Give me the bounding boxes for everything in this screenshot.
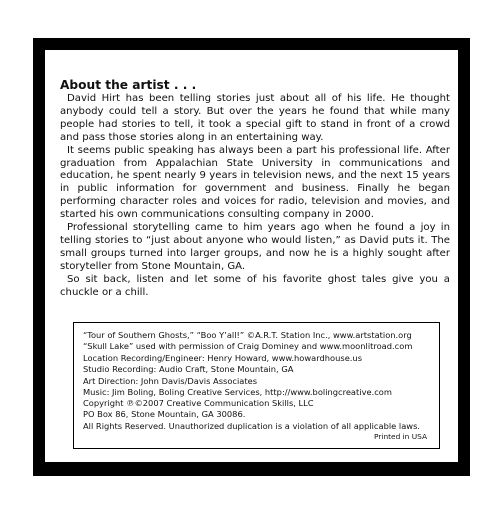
about-paragraph: It seems public speaking has always been a part his professional life. After graduation from Appalachian State University in communications and education, he spent nearly 9 years in television news, and the next 15 years in public information for government and business. Finally he began performing character roles and voices for radio, television and movies, and started his own communications consulting company in 2000. xyxy=(60,144,450,221)
credit-line: “Skull Lake” used with permission of Craig Dominey and www.moonlitroad.com xyxy=(83,341,413,352)
rights-line: All Rights Reserved. Unauthorized duplication is a violation of all applicable laws. xyxy=(83,420,421,431)
credit-line: Music: Jim Boling, Boling Creative Services, http://www.bolingcreative.com xyxy=(83,387,392,398)
about-section xyxy=(60,78,450,300)
copyright-block xyxy=(83,398,420,432)
about-paragraph: David Hirt has been telling stories just about all of his life. He thought anybody could tell a story. But over the years he found that while many people had stories to tell, it took a special gift to stand in front of a crowd and pass those stories along in an entertaining way. xyxy=(60,93,450,143)
about-heading: About the artist . . . xyxy=(60,78,197,92)
address-line: PO Box 86, Stone Mountain, GA 30086. xyxy=(83,409,246,420)
credit-line: Studio Recording: Audio Craft, Stone Mountain, GA xyxy=(83,364,294,375)
credit-line: Art Direction: John Davis/Davis Associates xyxy=(83,375,258,386)
content-card xyxy=(45,50,458,462)
credit-line: “Tour of Southern Ghosts,” “Boo Y’all!” ©A.R.T. Station Inc., www.artstation.org xyxy=(83,330,412,340)
credit-line: Location Recording/Engineer: Henry Howard, www.howardhouse.us xyxy=(83,352,363,363)
printed-in-label: Printed in USA xyxy=(374,431,427,441)
about-paragraph: So sit back, listen and let some of his favorite ghost tales give you a chuckle or a chill. xyxy=(60,273,450,298)
credit-lines xyxy=(83,330,412,398)
credits-box xyxy=(73,322,440,449)
about-paragraph: Professional storytelling came to him years ago when he found a joy in telling stories to “just about anyone who would listen,” as David puts it. The small groups turned into larger groups, and now he is a highly sought after storyteller from Stone Mountain, GA. xyxy=(60,222,450,272)
copyright-line: Copyright ℗©2007 Creative Communication Skills, LLC xyxy=(83,398,314,408)
